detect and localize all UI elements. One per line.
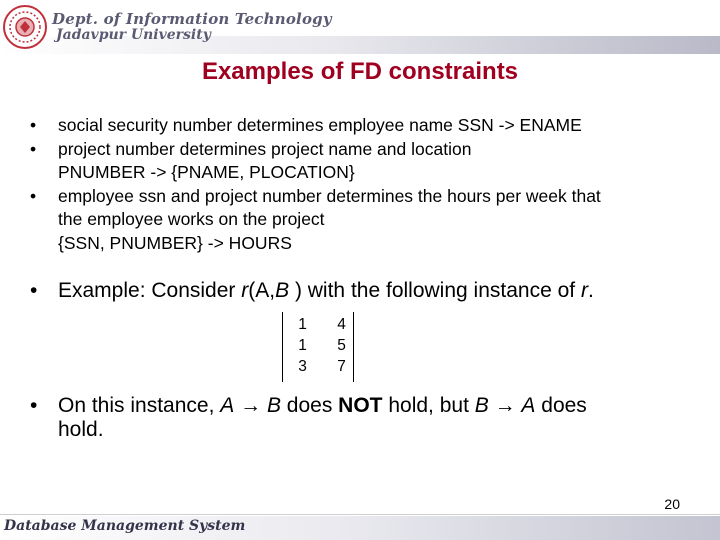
list-item-line: PNUMBER -> {PNAME, PLOCATION} bbox=[58, 162, 355, 182]
slide-header bbox=[0, 0, 720, 60]
list-item-line: employee ssn and project number determines the hours per week that bbox=[58, 185, 601, 206]
arrow-symbol: → bbox=[488, 394, 522, 417]
conclusion-bullet bbox=[30, 394, 710, 442]
university-name: Jadavpur University bbox=[56, 27, 211, 43]
bullet-dot: • bbox=[30, 115, 37, 135]
list-item-line: project number determines project name and location bbox=[58, 138, 472, 159]
slide-title: Examples of FD constraints bbox=[201, 58, 519, 85]
emphasis-not: NOT bbox=[338, 394, 383, 417]
conclusion-text: does bbox=[280, 394, 339, 417]
table-row bbox=[293, 356, 351, 377]
table-row bbox=[293, 314, 351, 335]
table-cell: 1 bbox=[298, 336, 307, 354]
attribute-text: (A, bbox=[248, 279, 276, 302]
conclusion-text: hold, but bbox=[382, 394, 475, 417]
dept-name: Dept. of Information Technology bbox=[52, 10, 332, 28]
list-item bbox=[30, 185, 601, 256]
table-cell: 1 bbox=[298, 315, 307, 333]
relation-name: r bbox=[241, 279, 249, 302]
attribute-b: B bbox=[266, 394, 281, 417]
footer-divider bbox=[0, 514, 720, 515]
example-bullet bbox=[30, 279, 594, 303]
table-cell: 3 bbox=[298, 357, 307, 375]
table-cell: 4 bbox=[337, 315, 346, 333]
page-number: 20 bbox=[664, 496, 680, 512]
table-cell: 5 bbox=[337, 336, 346, 354]
conclusion-line: hold. bbox=[58, 418, 104, 441]
list-item-line: the employee works on the project bbox=[58, 209, 325, 229]
attribute-b: B bbox=[474, 394, 489, 417]
list-item bbox=[30, 114, 601, 138]
attribute-b: B bbox=[275, 279, 290, 302]
period: . bbox=[587, 279, 594, 302]
table-row bbox=[293, 335, 351, 356]
fd-example-list bbox=[30, 114, 601, 255]
example-text: ) with the following instance of bbox=[289, 279, 581, 302]
conclusion-text: On this instance, bbox=[58, 394, 221, 417]
list-item-line: {SSN, PNUMBER} -> HOURS bbox=[58, 232, 292, 253]
table-cell: 7 bbox=[337, 357, 346, 375]
instance-table bbox=[293, 314, 351, 377]
attribute-a: A bbox=[220, 394, 235, 417]
bullet-dot: • bbox=[30, 279, 38, 302]
arrow-symbol: → bbox=[234, 394, 267, 417]
example-text: Example: Consider bbox=[58, 279, 242, 302]
relation-instance bbox=[282, 312, 354, 382]
university-seal-icon bbox=[2, 4, 48, 50]
attribute-a: A bbox=[521, 394, 536, 417]
bullet-dot: • bbox=[30, 394, 38, 417]
list-item-line: social security number determines employee name SSN -> ENAME bbox=[58, 115, 582, 135]
list-item bbox=[30, 394, 710, 442]
slide-footer bbox=[0, 516, 720, 540]
relation-name: r bbox=[580, 279, 588, 302]
course-name: Database Management System bbox=[4, 518, 246, 534]
bullet-dot: • bbox=[30, 185, 37, 206]
list-item bbox=[30, 138, 601, 185]
conclusion-text: does bbox=[535, 394, 587, 417]
list-item bbox=[30, 279, 594, 303]
bullet-dot: • bbox=[30, 138, 37, 159]
